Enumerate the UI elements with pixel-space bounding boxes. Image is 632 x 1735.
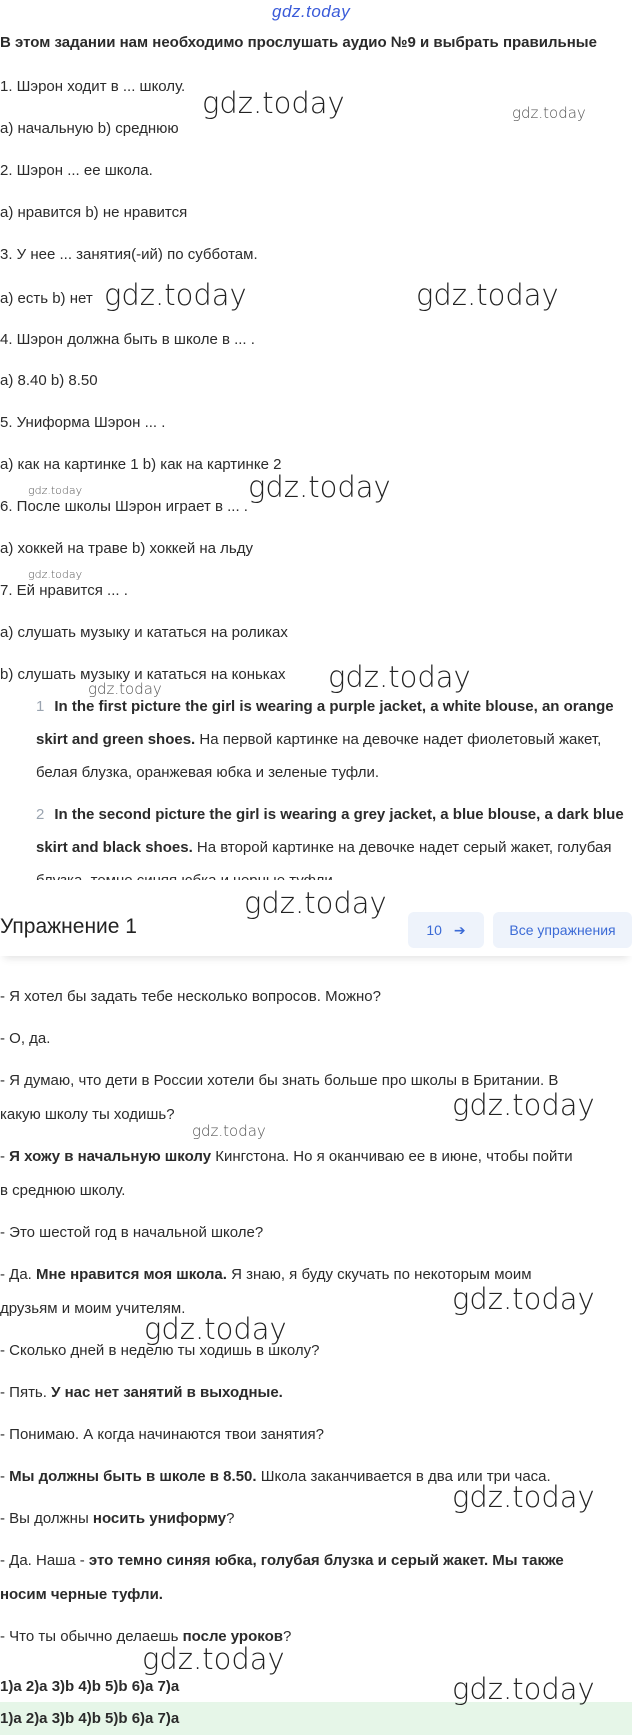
question-4: 4. Шэрон должна быть в школе в ... . [0, 331, 255, 348]
dialogue-bold: носить униформу [92, 1510, 227, 1527]
list-number: 1 [36, 698, 45, 715]
dialogue-text: ? [282, 1628, 292, 1645]
dialogue-line: носим черные туфли. [0, 1586, 163, 1603]
dialogue-line: - О, да. [0, 1030, 51, 1047]
dialogue-dash: - [0, 1468, 10, 1485]
dialogue-line: - Понимаю. А когда начинаются твои занятия? [0, 1426, 324, 1443]
watermark: gdz.today [104, 278, 247, 312]
question-1-options: a) начальную b) среднюю [0, 120, 179, 137]
question-6: 6. После школы Шэрон играет в ... . [0, 498, 248, 515]
watermark: gdz.today [28, 484, 83, 497]
task-intro: В этом задании нам необходимо прослушать аудио №9 и выбрать правильные [0, 34, 597, 51]
dialogue-text: Я знаю, я буду скучать по некоторым моим [226, 1266, 532, 1283]
watermark: gdz.today [88, 680, 162, 698]
question-6-options: a) хоккей на траве b) хоккей на льду [0, 540, 253, 557]
watermark: gdz.today [144, 1312, 287, 1346]
exercise-title: Упражнение 1 [0, 915, 137, 938]
watermark: gdz.today [142, 1642, 285, 1676]
picture-1-english: In the first picture the girl is wearing a purple jacket, a white blouse, an orange skirt and green shoes. [36, 698, 614, 748]
answer-line-highlighted: 1)a 2)a 3)b 4)b 5)b 6)a 7)a [0, 1710, 180, 1727]
question-3: 3. У нее ... занятия(-ий) по субботам. [0, 246, 258, 263]
dialogue-line: - Я думаю, что дети в России хотели бы знать больше про школы в Британии. В [0, 1072, 559, 1089]
next-exercise-button[interactable] [408, 912, 484, 948]
site-logo[interactable]: gdz.today [272, 2, 351, 21]
question-1: 1. Шэрон ходит в ... школу. [0, 78, 186, 95]
question-5-options: a) как на картинке 1 b) как на картинке 2 [0, 456, 282, 473]
dialogue-dash: - [0, 1148, 10, 1165]
dialogue-text: ? [226, 1510, 235, 1527]
watermark: gdz.today [202, 86, 345, 120]
question-7-option-a: a) слушать музыку и кататься на роликах [0, 624, 288, 641]
dialogue-line [0, 1552, 564, 1569]
watermark: gdz.today [416, 278, 559, 312]
answer-line: 1)a 2)a 3)b 4)b 5)b 6)a 7)a [0, 1678, 180, 1695]
watermark: gdz.today [452, 1480, 595, 1514]
dialogue-bold: после уроков [182, 1628, 283, 1645]
dialogue-line: - Я хотел бы задать тебе несколько вопросов. Можно? [0, 988, 381, 1005]
dialogue-bold: это темно синяя юбка, голубая блузка и серый жакет. Мы также [88, 1552, 564, 1569]
picture-2-russian: На второй картинке на девочке надет серый жакет, голубая [196, 839, 612, 856]
dialogue-line: - Это шестой год в начальной школе? [0, 1224, 264, 1241]
watermark: gdz.today [512, 104, 586, 122]
dialogue-text: - Вы должны [0, 1510, 93, 1527]
dialogue-line [0, 1266, 532, 1283]
picture-2-english: In the second picture the girl is wearing a grey jacket, a blue blouse, a dark blue skirt and black shoes. [36, 806, 624, 856]
dialogue-line: в среднюю школу. [0, 1182, 126, 1199]
dialogue-line [0, 1384, 283, 1401]
all-exercises-button[interactable]: Все упражнения [493, 912, 632, 948]
dialogue-bold: Мне нравится моя школа. [36, 1266, 227, 1283]
picture-1-description [36, 690, 626, 789]
question-7: 7. Ей нравится ... . [0, 582, 128, 599]
question-3-options: a) есть b) нет [0, 290, 93, 307]
dialogue-line: друзьям и моим учителям. [0, 1300, 186, 1317]
picture-1-russian: На первой картинке на девочке надет фиолетовый жакет, белая блузка, оранжевая юбка и зеленые туфли. [36, 731, 602, 781]
dialogue-bold: У нас нет занятий в выходные. [51, 1384, 283, 1401]
dialogue-line [0, 1510, 235, 1527]
question-5: 5. Униформа Шэрон ... . [0, 414, 166, 431]
dialogue-line: - Сколько дней в неделю ты ходишь в школу? [0, 1342, 320, 1359]
watermark: gdz.today [452, 1088, 595, 1122]
watermark: gdz.today [244, 886, 387, 920]
question-4-options: a) 8.40 b) 8.50 [0, 372, 98, 389]
question-7-option-b: b) слушать музыку и кататься на коньках [0, 666, 286, 683]
question-2: 2. Шэрон ... ее школа. [0, 162, 153, 179]
dialogue-text: Кингстона. Но я оканчиваю ее в июне, чтобы пойти [211, 1148, 573, 1165]
watermark: gdz.today [452, 1672, 595, 1706]
dialogue-dash: - Да. [0, 1266, 36, 1283]
watermark: gdz.today [452, 1282, 595, 1316]
dialogue-text: - Что ты обычно делаешь [0, 1628, 183, 1645]
arrow-right-icon: ➔ [453, 922, 466, 938]
next-exercise-label: 10 [426, 922, 442, 938]
dialogue-line [0, 1148, 573, 1165]
list-number: 2 [36, 806, 45, 823]
question-2-options: a) нравится b) не нравится [0, 204, 188, 221]
watermark: gdz.today [192, 1122, 266, 1140]
dialogue-bold: Мы должны быть в школе в 8.50. [9, 1468, 257, 1485]
dialogue-text: Школа заканчивается в два или три часа. [256, 1468, 551, 1485]
watermark: gdz.today [28, 568, 83, 581]
dialogue-dash: - Пять. [0, 1384, 52, 1401]
dialogue-bold: Я хожу в начальную школу [9, 1148, 212, 1165]
watermark: gdz.today [328, 660, 471, 694]
watermark: gdz.today [248, 470, 391, 504]
dialogue-line: какую школу ты ходишь? [0, 1106, 175, 1123]
dialogue-text: - Да. Наша - [0, 1552, 89, 1569]
